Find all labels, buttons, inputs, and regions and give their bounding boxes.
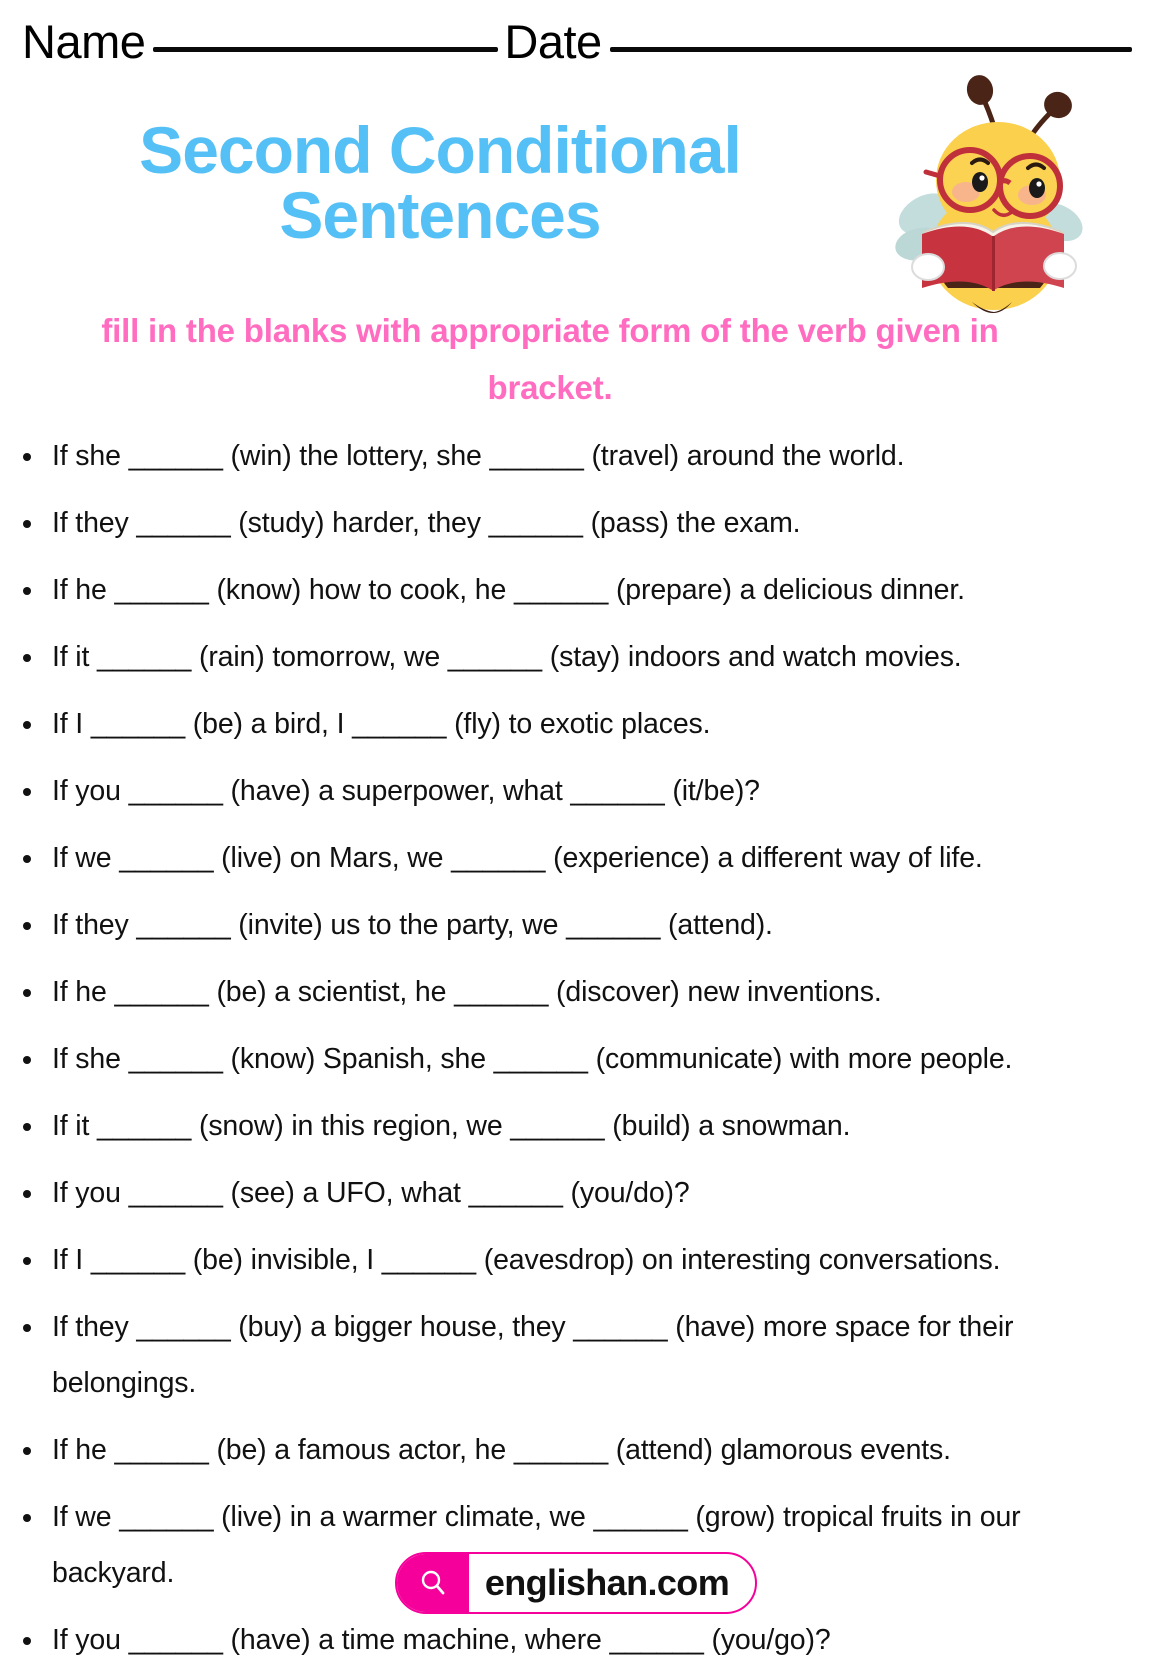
brand-name: englishan.com — [484, 1562, 730, 1603]
question-list — [14, 428, 1140, 1679]
footer — [0, 1552, 1152, 1614]
bee-mascot-illustration — [862, 62, 1082, 312]
title-line-1: Second Conditional — [139, 113, 741, 187]
date-write-line[interactable] — [610, 47, 1132, 52]
list-item: If he ______ (be) a famous actor, he ______ (attend) glamorous events. — [14, 1422, 1140, 1478]
date-label: Date — [504, 14, 602, 68]
list-item: If she ______ (know) Spanish, she ______ (communicate) with more people. — [14, 1031, 1140, 1087]
list-item: If we ______ (live) on Mars, we ______ (experience) a different way of life. — [14, 830, 1140, 886]
list-item: If they ______ (study) harder, they ______ (pass) the exam. — [14, 495, 1140, 551]
bee-reading-book-icon — [862, 62, 1082, 312]
list-item: If I ______ (be) a bird, I ______ (fly) to exotic places. — [14, 696, 1140, 752]
list-item: If he ______ (know) how to cook, he ______ (prepare) a delicious dinner. — [14, 562, 1140, 618]
brand-badge[interactable] — [395, 1552, 757, 1614]
list-item: If it ______ (rain) tomorrow, we ______ (stay) indoors and watch movies. — [14, 629, 1140, 685]
list-item: If they ______ (invite) us to the party, we ______ (attend). — [14, 897, 1140, 953]
list-item: If it ______ (snow) in this region, we ______ (build) a snowman. — [14, 1098, 1140, 1154]
title-line-2: Sentences — [279, 177, 601, 252]
list-item: If you ______ (have) a superpower, what ______ (it/be)? — [14, 763, 1140, 819]
list-item: If she ______ (win) the lottery, she ______ (travel) around the world. — [14, 428, 1140, 484]
instruction-text: fill in the blanks with appropriate form of the verb given in bracket. — [101, 312, 999, 406]
page-title — [0, 113, 880, 252]
list-item: If you ______ (see) a UFO, what ______ (you/do)? — [14, 1165, 1140, 1221]
list-item: If they ______ (buy) a bigger house, they ______ (have) more space for their belongings. — [14, 1299, 1140, 1411]
list-item: If you ______ (have) a time machine, where ______ (you/go)? — [14, 1612, 1140, 1668]
search-icon — [397, 1554, 469, 1612]
name-write-line[interactable] — [153, 47, 498, 52]
list-item: If I ______ (be) invisible, I ______ (eavesdrop) on interesting conversations. — [14, 1232, 1140, 1288]
list-item: If we ______ (live) in a warmer climate, we ______ (grow) tropical fruits in our backyard. — [14, 1489, 1140, 1601]
list-item: If he ______ (be) a scientist, he ______ (discover) new inventions. — [14, 964, 1140, 1020]
name-label: Name — [22, 14, 146, 68]
